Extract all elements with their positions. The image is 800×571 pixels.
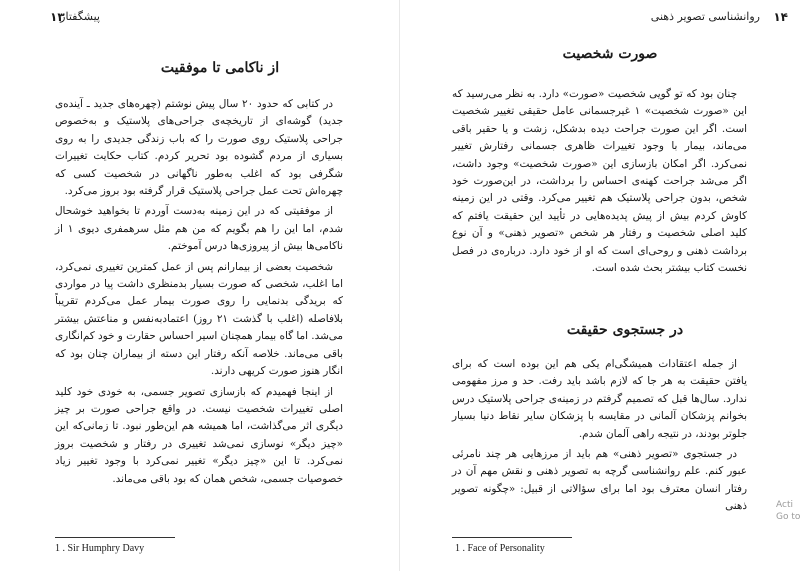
paragraph: از جمله اعتقادات همیشگی‌ام یکی هم این بوده است که برای یافتن حقیقت به هر جا که لازم باشد باید رفت. حد و مرز مفهومی ندارد. سال‌ها قبل که تصمیم گرفتم در زمینه‌ی جراحی پلاستیک درس بخوانم پزشکان آلمانی در مقایسه با پزشکان سایر نقاط دنیا بسیار جلوتر بودند، در نتیجه راهی آلمان شدم.	[452, 358, 747, 440]
right-body-text-2	[452, 356, 747, 519]
left-running-head: پیشگفتار	[60, 10, 100, 23]
footnote-rule	[452, 537, 572, 538]
paragraph: در کتابی که حدود ۲۰ سال پیش نوشتم (چهره‌های جدید ـ آینده‌ی جدید) گوشه‌ای از تاریخچه‌ی جراحی‌های پلاستیک و به‌خصوص جراحی پلاستیک روی صورت را که باب زندگی جدیدی را به روی بسیاری از مردم گشوده بود تحریر کردم. کتاب حکایت تغییرات شگرفی بود که اغلب به‌طور ناگهانی در شخصیت کسی که چهره‌اش تحت عمل جراحی پلاستیک قرار گرفته بود بروز می‌کرد.	[55, 98, 343, 198]
left-page-number: ۱۳	[50, 10, 65, 24]
activation-watermark-line1: Acti	[776, 500, 793, 510]
section-title-search-for-truth: در جستجوی حقیقت	[566, 322, 684, 338]
paragraph: چنان بود که تو گویی شخصیت «صورت» دارد. به نظر می‌رسید که این «صورت شخصیت» ۱ غیرجسمانی عامل حقیقی تغییر شخصیت است. اگر این صورت جراحت دیده بدشکل، زشت و یا حقیر باقی می‌ماند، بیمار با وجود تغییرات ظاهری جسمانی رفتارش تغییر نمی‌کرد. اگر امکان بازسازی این «صورت شخصیت» وجود داشت، اگر می‌شد جراحت کهنه‌ی احساس را برداشت، در این‌صورت خود شخص، بدون جراحی پلاستیک هم تغییر می‌کرد. وقتی در این زمینه کاوش کردم بیش از پیش پدیده‌هایی در تأیید این حقیقت یافتم که کلید اصلی شخصیت و رفتار هر شخص «تصویر ذهنی» و آن نوع برداشت ذهنی و روحی‌ای است که او از خود دارد. درباره‌ی در فصل نخست کتاب بیشتر بحث شده است.	[452, 88, 747, 275]
paragraph: از موفقیتی که در این زمینه به‌دست آوردم تا بخواهید خوشحال شدم، اما این را هم بگویم که من هم مثل سرهمفری دیوی ۱ از ناکامی‌ها بیش از پیروزی‌ها درس آموختم.	[55, 205, 343, 253]
section-title-face-of-personality: صورت شخصیت	[562, 46, 658, 62]
right-page-number: ۱۴	[773, 10, 788, 24]
paragraph: در جستجوی «تصویر ذهنی» هم باید از مرزهایی هر چند نامرئی عبور کنم. علم روانشناسی گرچه به تصویر ذهنی و نقش مهم آن در رفتار انسان معترف بود اما برای سؤالاتی از قبیل: «چگونه تصویر ذهنی	[452, 448, 747, 513]
section-title-failure-to-success: از ناکامی تا موفقیت	[160, 60, 280, 76]
right-page	[400, 0, 800, 571]
left-body-text	[55, 96, 343, 491]
paragraph: شخصیت بعضی از بیمارانم پس از عمل کمترین تغییری نمی‌کرد، اما اغلب، شخصی که صورت بسیار بدمنظری داشت پیا در مواردی که بریدگی بدنمایی را روی صورت بیمار عمل می‌کردم تقریباً بلافاصله (اغلب با گذشت ۲۱ روز) اعتماد‌به‌نفس و مناعتش بیشتر می‌شد. اما گاه بیمار همچنان اسیر احساس حقارت و خود کم‌انگاری باقی می‌ماند. خلاصه آنکه رفتار این دسته از بیماران چنان بود که انگار هنوز صورت کریهی دارند.	[55, 260, 344, 378]
footnote: 1 . Sir Humphry Davy	[55, 543, 145, 554]
footnote-rule	[55, 537, 175, 538]
right-running-head: روانشناسی تصویر ذهنی	[650, 10, 760, 23]
right-body-text-1	[452, 86, 747, 280]
activation-watermark-line2: Go to	[776, 512, 800, 522]
paragraph: از اینجا فهمیدم که بازسازی تصویر جسمی، به خودی خود کلید اصلی تغییرات شخصیت نیست. در واقع جراحی صورت بر چیز دیگری اثر می‌گذاشت، اما همیشه هم این‌طور نبود. تا زمانی‌که این «چیز دیگر» نوسازی نمی‌شد تغییری در رفتار و شخصیت بروز نمی‌کرد. تا این «چیز دیگر» تغییر نمی‌کرد با وجود تغییر زیاد خصوصیات جسمی، شخص همان که بود باقی می‌ماند.	[55, 385, 343, 485]
footnote: 1 . Face of Personality	[455, 543, 545, 554]
